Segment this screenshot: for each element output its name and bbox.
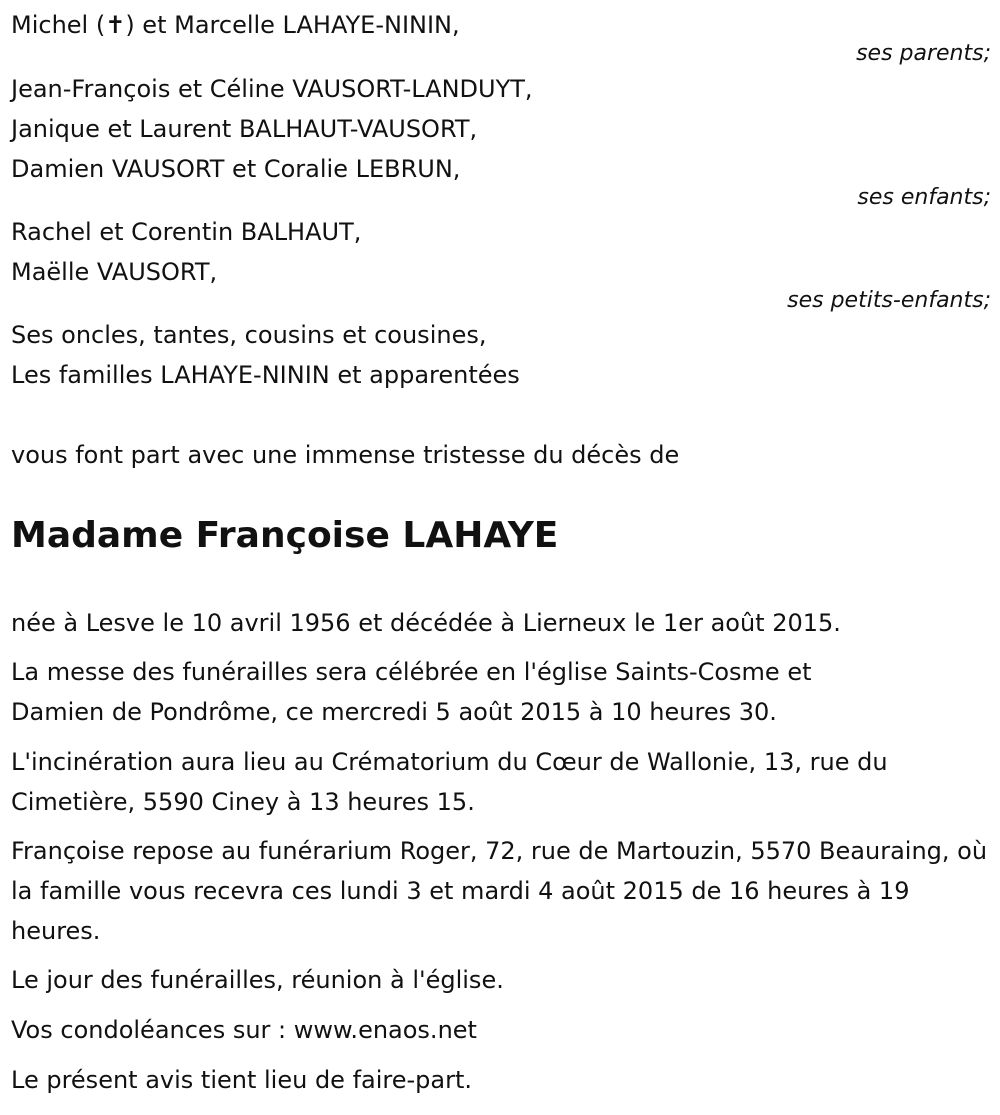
child-line-1: Jean-François et Céline VAUSORT-LANDUYT, [11,75,533,103]
others-line-2: Les familles LAHAYE-NININ et apparentées [11,361,520,389]
child-line-3: Damien VAUSORT et Coralie LEBRUN, [11,155,461,183]
parents-group [11,5,991,66]
condolences-text: Vos condoléances sur : www.enaos.net [11,1016,477,1044]
birth-death-text: née à Lesve le 10 avril 1956 et décédée à Lierneux le 1er août 2015. [11,609,841,637]
notice-text: Le présent avis tient lieu de faire-part. [11,1066,473,1094]
children-group [11,69,991,210]
cremation-text: L'incinération aura lieu au Crématorium du Cœur de Wallonie, 13, rue du Cimetière, 5590 Ciney à 13 heures 15. [11,748,888,816]
mass-text: La messe des funérailles sera célébrée en l'église Saints-Cosme et Damien de Pondrôme, ce mercredi 5 août 2015 à 10 heures 30. [11,658,812,726]
rest-text: Françoise repose au funérarium Roger, 72, rue de Martouzin, 5570 Beauraing, où la famille vous recevra ces lundi 3 et mardi 4 août 2015 de 16 heures à 19 heures. [11,837,988,945]
others-group [11,315,991,395]
parents-line: Michel (✝) et Marcelle LAHAYE-NININ, [11,11,460,39]
child-line-2: Janique et Laurent BALHAUT-VAUSORT, [11,115,478,143]
parents-role: ses parents; [856,41,991,66]
others-line-1: Ses oncles, tantes, cousins et cousines, [11,321,487,349]
grandchildren-group [11,212,991,313]
meeting-text: Le jour des funérailles, réunion à l'église. [11,966,504,994]
deceased-name: Madame Françoise LAHAYE [11,515,559,556]
announcement-text: vous font part avec une immense tristesse du décès de [11,441,680,469]
grandchild-line-1: Rachel et Corentin BALHAUT, [11,218,362,246]
grandchild-line-2: Maëlle VAUSORT, [11,258,218,286]
children-role: ses enfants; [857,185,991,210]
grandchildren-role: ses petits-enfants; [787,288,991,313]
